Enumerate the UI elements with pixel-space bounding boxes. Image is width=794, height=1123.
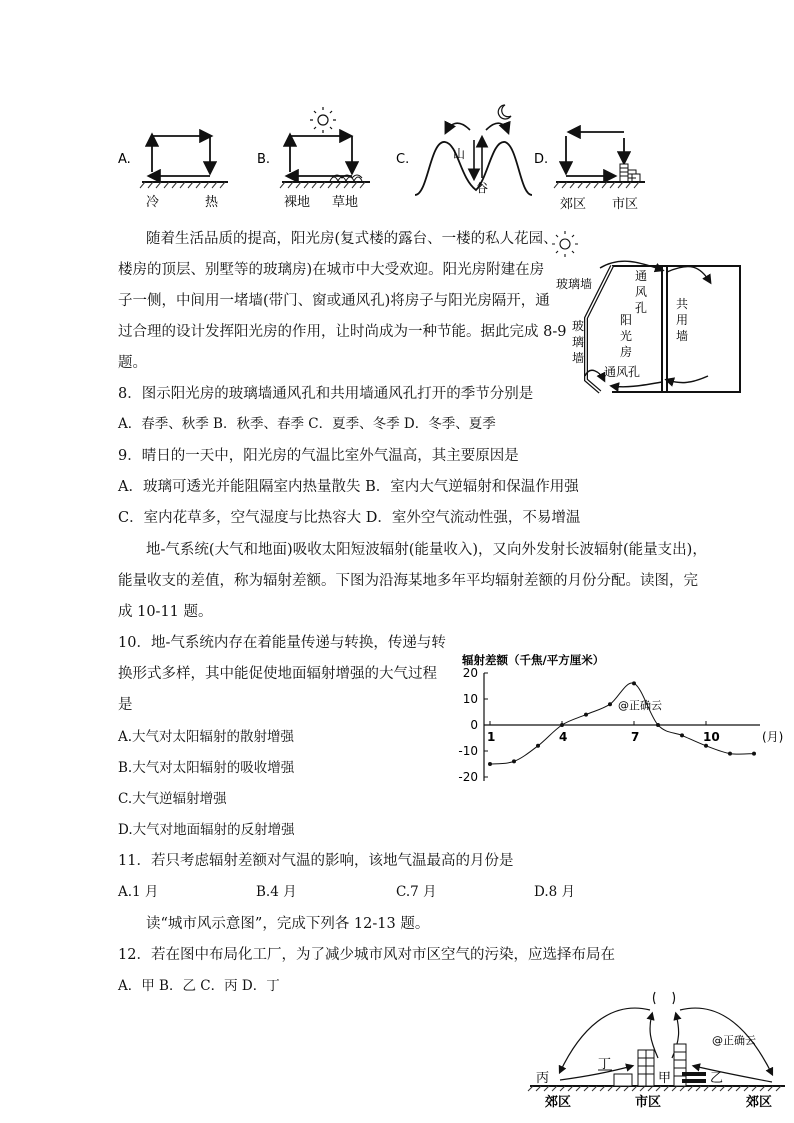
chart-watermark: @正确云	[618, 699, 662, 712]
para1-line3: 子一侧，中间用一堵墙(带门、窗或通风孔)将房子与阳光房隔开，通	[118, 293, 550, 309]
para1-line1: 随着生活品质的提高，阳光房(复式楼的露台、一楼的私人花园、	[146, 231, 558, 247]
fig-c-valley: 谷	[476, 181, 489, 195]
q9-stem: 9．晴日的一天中，阳光房的气温比室外气温高，其主要原因是	[118, 448, 519, 464]
q9-options-1: A．玻璃可透光并能阻隔室内热量散失 B．室内大气逆辐射和保温作用强	[118, 479, 579, 495]
q11-option-c: C.7 月	[396, 884, 437, 900]
para1-line4: 过合理的设计发挥阳光房的作用，让时尚成为一种节能。据此完成 8-9	[118, 324, 567, 340]
fig-a-cold: 冷	[146, 195, 160, 210]
q9-options-2: C．室内花草多，空气湿度与比热容大 D．室外空气流动性强，不易增温	[118, 510, 581, 526]
para1-line2: 楼房的顶层、别墅等的玻璃房)在城市中大受欢迎。阳光房附建在房	[118, 262, 545, 278]
chart-y-tick-label: 0	[470, 718, 478, 732]
sunroom-vent-top-3: 孔	[635, 301, 648, 315]
city-watermark: @正确云	[712, 1034, 756, 1047]
fig-a-hot: 热	[205, 195, 219, 210]
chart-y-tick-label: 10	[462, 692, 478, 706]
q10-option-c: C.大气逆辐射增强	[118, 791, 227, 807]
fig-a-letter: A.	[118, 152, 131, 167]
chart-xlabel: (月)	[762, 730, 784, 744]
fig-c-letter: C.	[396, 152, 410, 167]
para2-line2: 能量收支的差值，称为辐射差额。下图为沿海某地多年平均辐射差额的月份分配。读图，完	[118, 573, 698, 589]
chart-y-tick-label: -20	[458, 770, 478, 784]
sunroom-vent-top-2: 风	[635, 285, 648, 299]
city-suburb-left: 郊区	[545, 1095, 572, 1110]
q12-options: A．甲 B．乙 C．丙 D．丁	[118, 978, 280, 994]
q10-stem-3: 是	[118, 697, 133, 713]
q11-option-a: A.1 月	[118, 884, 159, 900]
fig-d-city: 市区	[612, 197, 639, 212]
chart-x-tick-label: 4	[559, 730, 568, 744]
fig-d-letter: D.	[534, 152, 549, 167]
sunroom-room-3: 房	[620, 345, 633, 359]
fig-c-mountain: 山	[453, 147, 466, 161]
city-center: 市区	[635, 1095, 662, 1110]
q10-option-d: D.大气对地面辐射的反射增强	[118, 822, 295, 838]
city-jia: 甲	[658, 1071, 672, 1086]
q10-stem-2: 换形式多样，其中能促使地面辐射增强的大气过程	[118, 666, 437, 682]
chart-x-tick-label: 10	[703, 730, 720, 744]
fig-b-letter: B.	[257, 152, 271, 167]
q12-stem: 12．若在图中布局化工厂，为了减少城市风对市区空气的污染，应选择布局在	[118, 947, 615, 963]
q11-option-b: B.4 月	[256, 884, 297, 900]
chart-y-tick-label: 20	[462, 666, 478, 680]
chart-x-tick-label: 7	[631, 730, 640, 744]
fig-d-suburb: 郊区	[560, 197, 587, 212]
q10-option-a: A.大气对太阳辐射的散射增强	[118, 729, 295, 745]
q11-option-d: D.8 月	[534, 884, 576, 900]
city-bing: 丙	[536, 1071, 550, 1086]
chart-ylabel: 辐射差额（千焦/平方厘米）	[462, 653, 605, 667]
fig-b-grass: 草地	[332, 195, 359, 210]
city-suburb-right: 郊区	[746, 1095, 773, 1110]
read-instruction: 读“城市风示意图”，完成下列各 12-13 题。	[146, 916, 430, 932]
sunroom-room-2: 光	[620, 329, 633, 343]
sunroom-glass-bottom-1: 玻	[572, 319, 585, 333]
chart-x-tick-label: 1	[487, 730, 496, 744]
q8-options: A．春季、秋季 B．秋季、春季 C．夏季、冬季 D．冬季、夏季	[118, 416, 496, 432]
fig-b-bare: 裸地	[284, 195, 311, 210]
sunroom-vent-bottom: 通风孔	[604, 365, 641, 379]
sunroom-shared-2: 用	[676, 313, 689, 327]
sunroom-glass-bottom-3: 墙	[572, 351, 585, 365]
city-ding: 丁	[598, 1057, 612, 1072]
sunroom-vent-top-1: 通	[635, 269, 648, 283]
sunroom-glass-bottom-2: 璃	[572, 335, 585, 349]
q10-stem-1: 10．地-气系统内存在着能量传递与转换，传递与转	[118, 635, 446, 651]
para2-line1: 地-气系统(大气和地面)吸收太阳短波辐射(能量收入)，又向外发射长波辐射(能量支出)，	[146, 542, 707, 558]
para1-line5: 题。	[118, 355, 147, 371]
sunroom-shared-1: 共	[676, 297, 689, 311]
q10-option-b: B.大气对太阳辐射的吸收增强	[118, 760, 295, 776]
sunroom-shared-3: 墙	[676, 329, 689, 343]
city-buildings-icon	[614, 1044, 686, 1086]
chart-y-tick-label: -10	[458, 744, 478, 758]
q8-stem: 8．图示阳光房的玻璃墙通风孔和共用墙通风孔打开的季节分别是	[118, 386, 534, 402]
sunroom-glass-top: 玻璃墙	[556, 277, 593, 291]
sunroom-room-1: 阳	[620, 313, 633, 327]
city-yi: 乙	[710, 1071, 724, 1086]
q11-stem: 11．若只考虑辐射差额对气温的影响，该地气温最高的月份是	[118, 853, 514, 869]
para2-line3: 成 10-11 题。	[118, 604, 213, 620]
